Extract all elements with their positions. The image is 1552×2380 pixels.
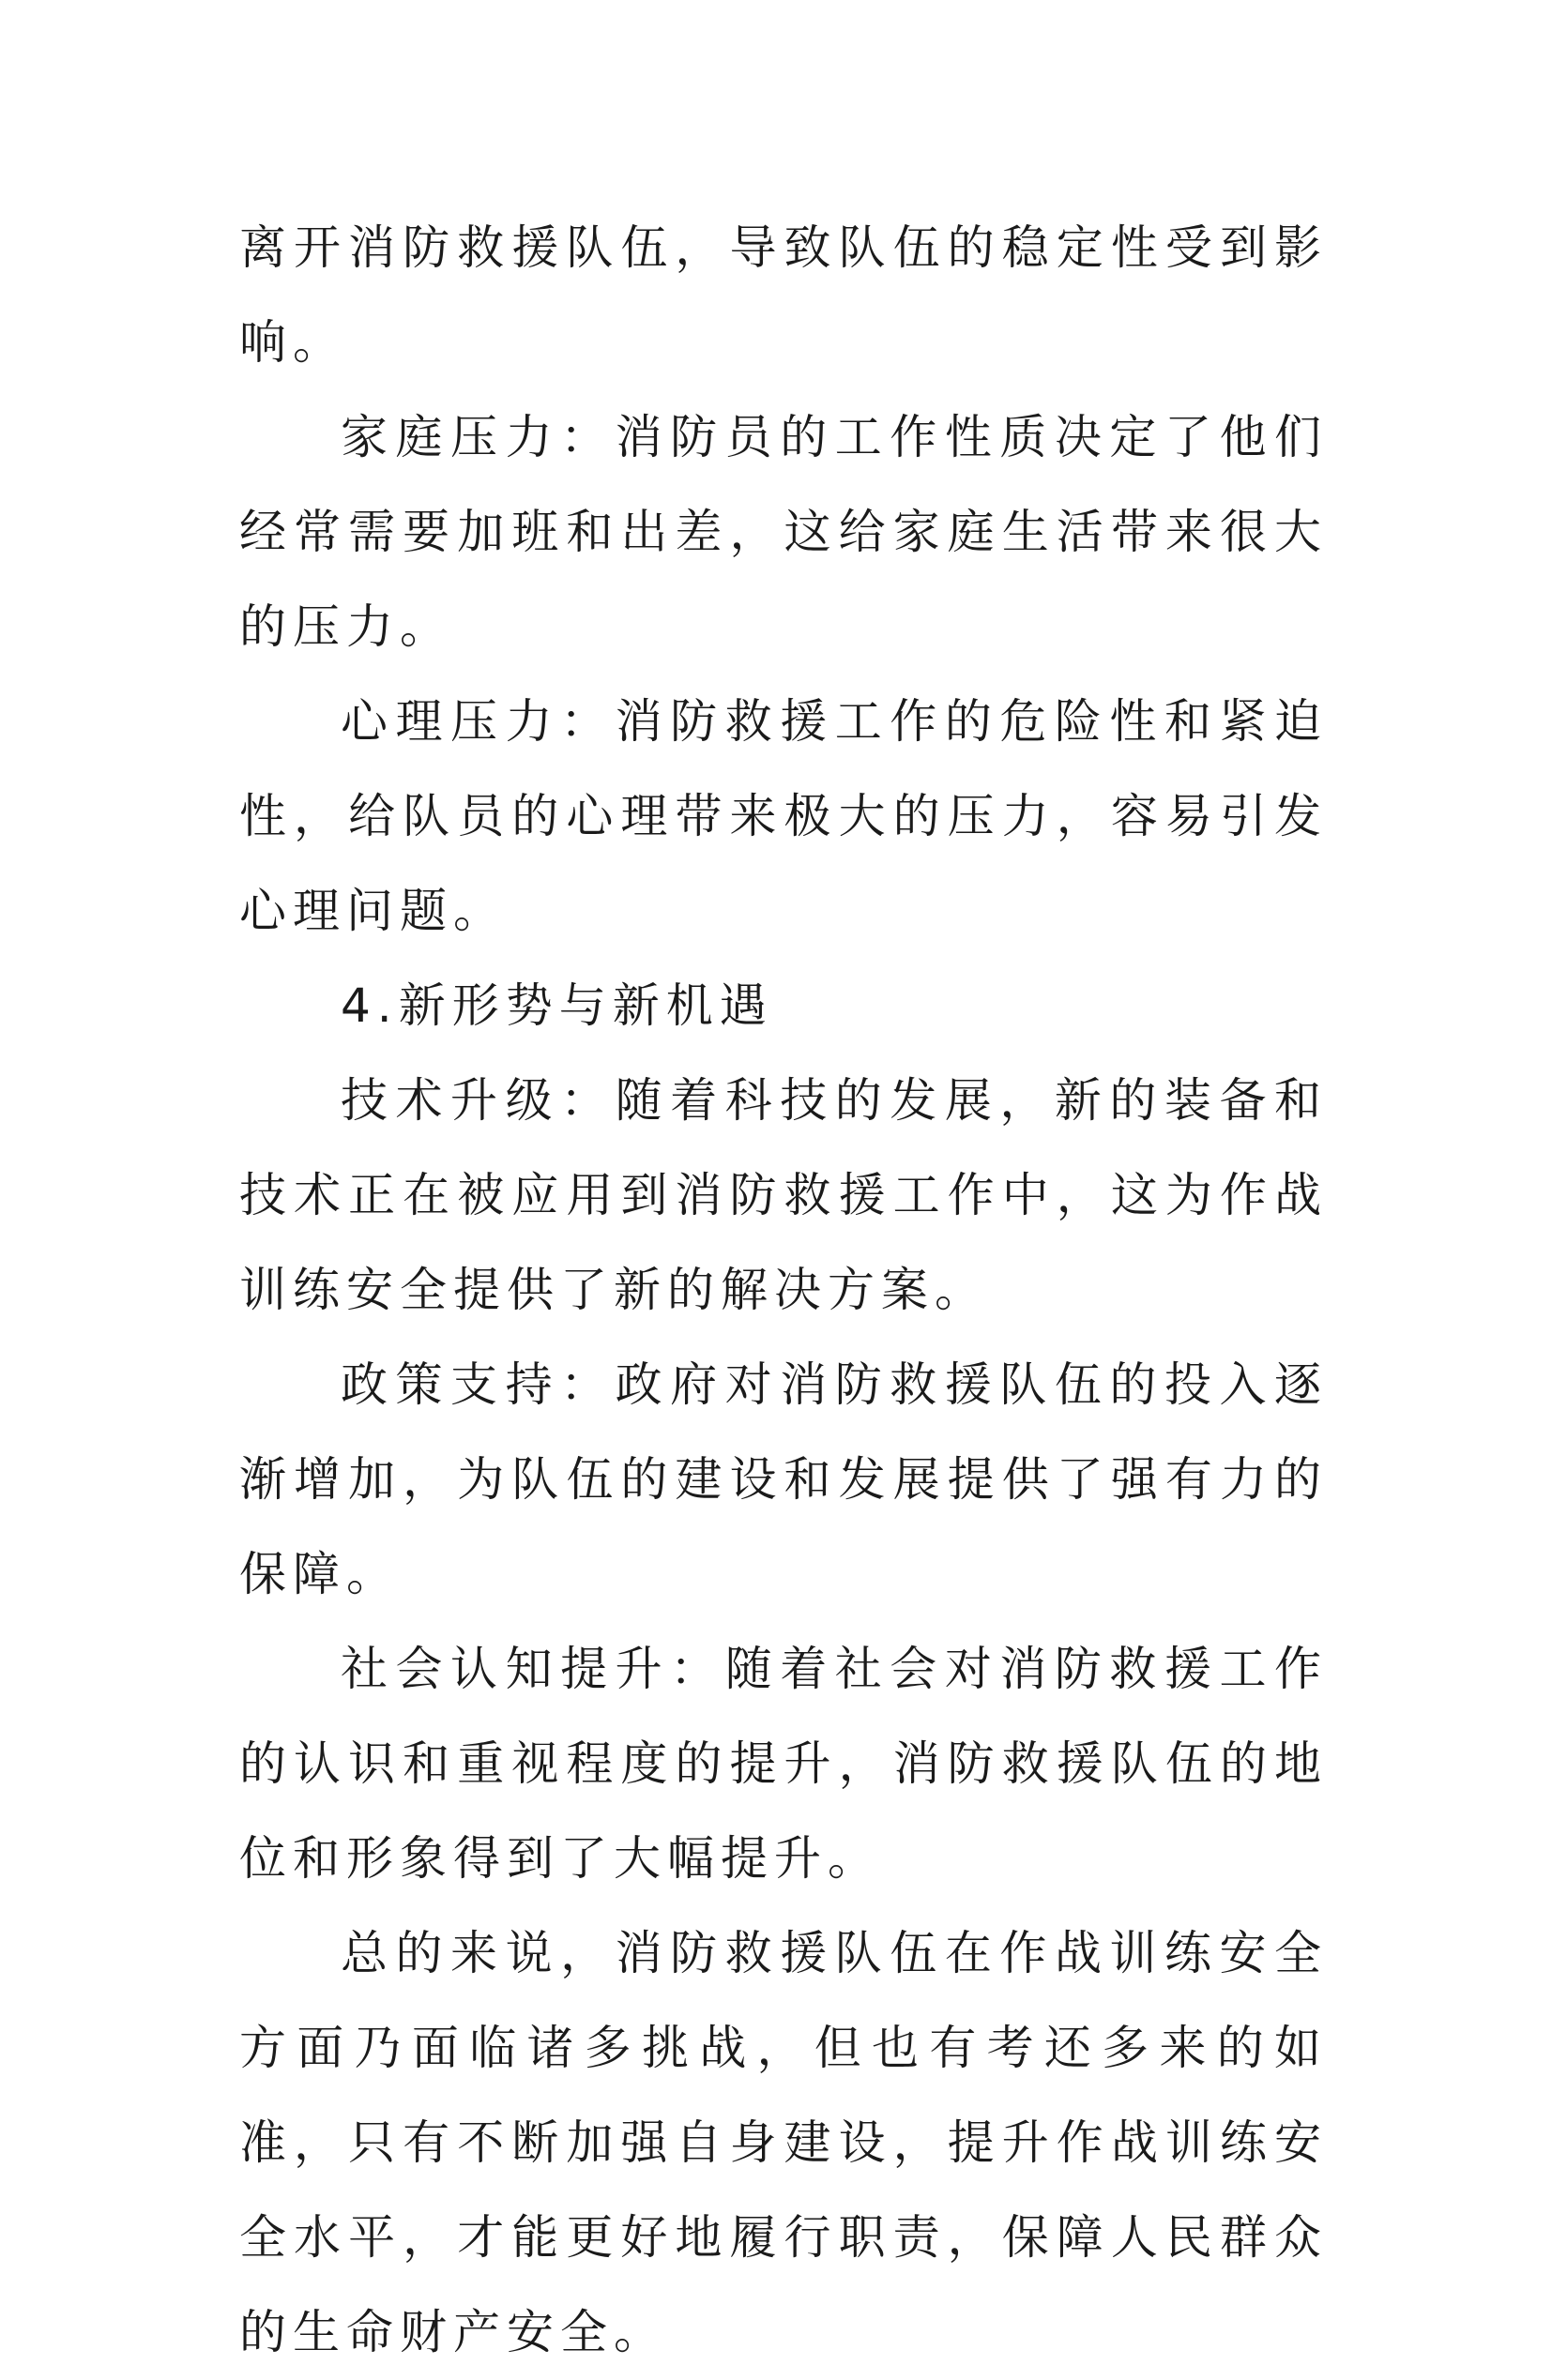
paragraph-continuation: 离开消防救援队伍，导致队伍的稳定性受到影响。 xyxy=(239,220,1328,370)
paragraph-psychological-pressure: 心理压力：消防救援工作的危险性和紧迫性，给队员的心理带来极大的压力，容易引发心理问题。 xyxy=(239,694,1328,938)
paragraph-family-pressure: 家庭压力：消防员的工作性质决定了他们经常需要加班和出差，这给家庭生活带来很大的压力。 xyxy=(239,410,1328,654)
paragraph-summary: 总的来说，消防救援队伍在作战训练安全方面乃面临诸多挑战，但也有考还多来的如准，只有不断加强自身建设，提升作战训练安全水平，才能更好地履行职责，保障人民群众的生命财产安全。 xyxy=(239,1926,1328,2359)
paragraph-social-awareness: 社会认知提升：随着社会对消防救援工作的认识和重视程度的提升，消防救援队伍的地位和形象得到了大幅提升。 xyxy=(239,1642,1328,1886)
paragraph-tech-upgrade: 技术升级：随着科技的发展，新的装备和技术正在被应用到消防救援工作中，这为作战训练安全提供了新的解决方案。 xyxy=(239,1073,1328,1317)
document-body xyxy=(239,201,1328,2380)
paragraph-policy-support: 政策支持：政府对消防救援队伍的投入逐渐增加，为队伍的建设和发展提供了强有力的保障。 xyxy=(239,1357,1328,1601)
section-heading: 4.新形势与新机遇 xyxy=(341,978,773,1033)
